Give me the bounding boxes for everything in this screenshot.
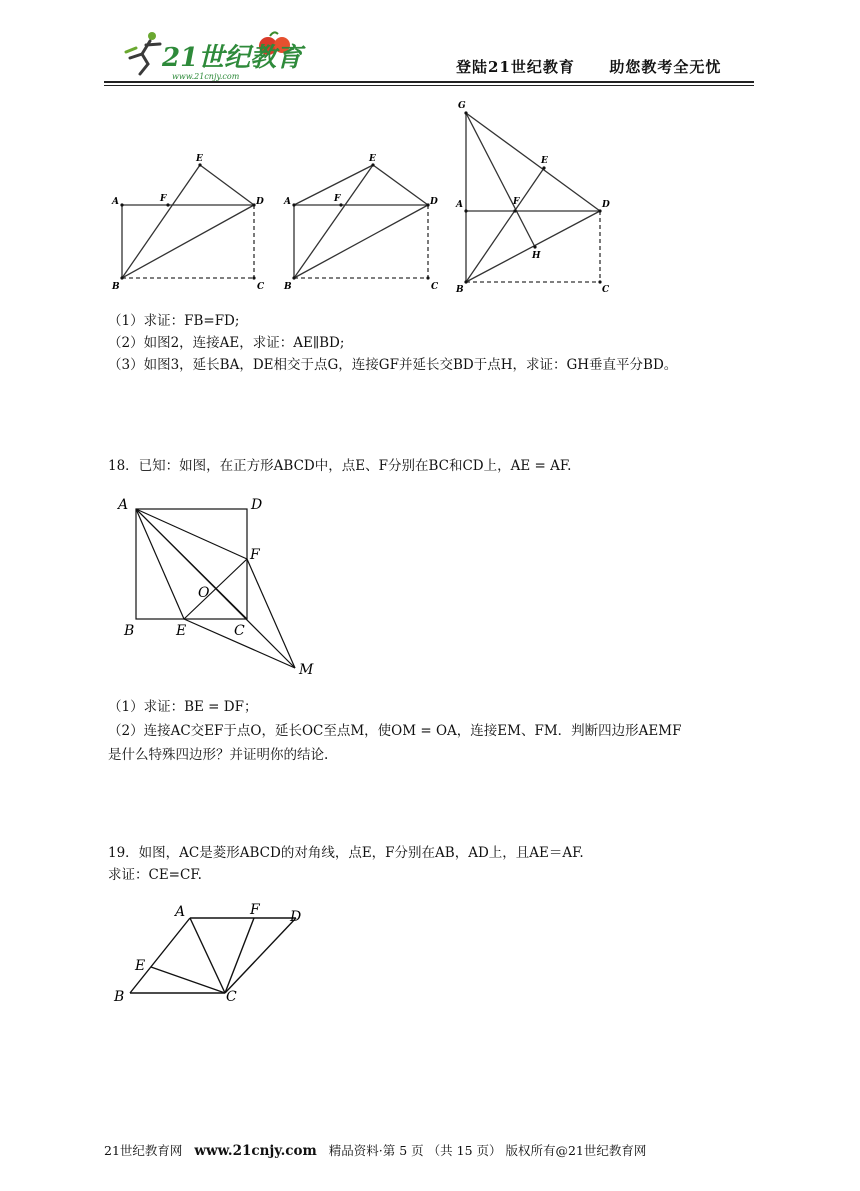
q18-label-f: F (250, 547, 260, 563)
fig1-label-d: D (256, 197, 264, 207)
fig3-label-e: E (541, 156, 548, 166)
fig2-label-d: D (430, 197, 438, 207)
footer-info: 精品资料·第 5 页 （共 15 页） 版权所有@21世纪教育网 (328, 1143, 647, 1158)
q19-label-b: B (114, 989, 125, 1004)
fig3-label-f: F (513, 197, 520, 207)
logo-graphic (112, 28, 312, 84)
fig2-label-a: A (284, 197, 291, 207)
footer-site-link[interactable]: www.21cnjy.com (194, 1143, 317, 1159)
header-rule-thin (104, 85, 754, 86)
q18-part2-line2: 是什么特殊四边形？并证明你的结论. (108, 747, 329, 763)
fig3-label-b: B (456, 285, 464, 295)
slogan-right: 助您教考全无忧 (609, 58, 722, 76)
q17-figures (100, 95, 620, 300)
fig3-label-d: D (602, 200, 610, 210)
q18-part1: （1）求证：BE = DF； (108, 699, 258, 715)
header-rule (104, 81, 754, 83)
fig2-label-b: B (284, 282, 292, 292)
q19-label-c: C (226, 989, 237, 1004)
logo-url: www.21cnjy.com (172, 72, 240, 81)
fig1-label-c: C (257, 282, 265, 292)
figure-17-2 (294, 165, 428, 278)
fig2-label-f: F (334, 194, 341, 204)
q17-part1: （1）求证：FB=FD; (108, 313, 240, 329)
fig1-label-a: A (112, 197, 119, 207)
q18-label-b: B (124, 623, 135, 639)
runner-icon (126, 32, 160, 74)
q18-label-d: D (251, 497, 263, 513)
q18-label-o: O (198, 585, 210, 601)
q19-label-f: F (250, 902, 260, 918)
fig1-label-b: B (112, 282, 120, 292)
q18-figure (110, 490, 330, 682)
logo-text: 21世纪教育 (162, 43, 303, 73)
q18-part2-line1: （2）连接AC交EF于点O，延长OC至点M，使OM = OA，连接EM、FM．判断四边形AEMF (108, 723, 682, 739)
q19-claim: 求证：CE=CF. (108, 867, 202, 883)
figure-17-1 (122, 165, 254, 278)
logo (112, 28, 312, 84)
fig1-label-f: F (160, 194, 167, 204)
footer-org: 21世纪教育网 (104, 1143, 183, 1158)
fig3-label-g: G (458, 101, 466, 111)
fig2-label-c: C (431, 282, 439, 292)
fig2-label-e: E (369, 154, 376, 164)
slogan-left: 登陆21世纪教育 (456, 58, 575, 76)
q17-part3: （3）如图3，延长BA，DE相交于点G，连接GF并延长交BD于点H，求证：GH垂直平分BD。 (108, 357, 678, 373)
q19-stem: 19．如图，AC是菱形ABCD的对角线，点E，F分别在AB，AD上，且AE＝AF. (108, 845, 584, 861)
q18-label-e: E (176, 623, 187, 639)
q17-part2: （2）如图2，连接AE，求证：AE∥BD; (108, 335, 345, 351)
q19-label-d: D (290, 909, 302, 925)
header-slogan (456, 56, 721, 77)
fig3-label-c: C (602, 285, 610, 295)
page-footer (104, 1141, 646, 1159)
q18-stem: 18．已知：如图，在正方形ABCD中，点E、F分别在BC和CD上，AE = AF. (108, 458, 572, 474)
q18-label-m: M (299, 662, 314, 678)
fig3-label-h: H (532, 251, 541, 261)
fig1-label-e: E (196, 154, 203, 164)
q18-label-a: A (118, 497, 129, 513)
q19-label-a: A (175, 904, 186, 920)
q19-label-e: E (135, 958, 146, 974)
fig3-label-a: A (456, 200, 463, 210)
q18-label-c: C (234, 623, 245, 639)
q19-figure (108, 898, 318, 1004)
